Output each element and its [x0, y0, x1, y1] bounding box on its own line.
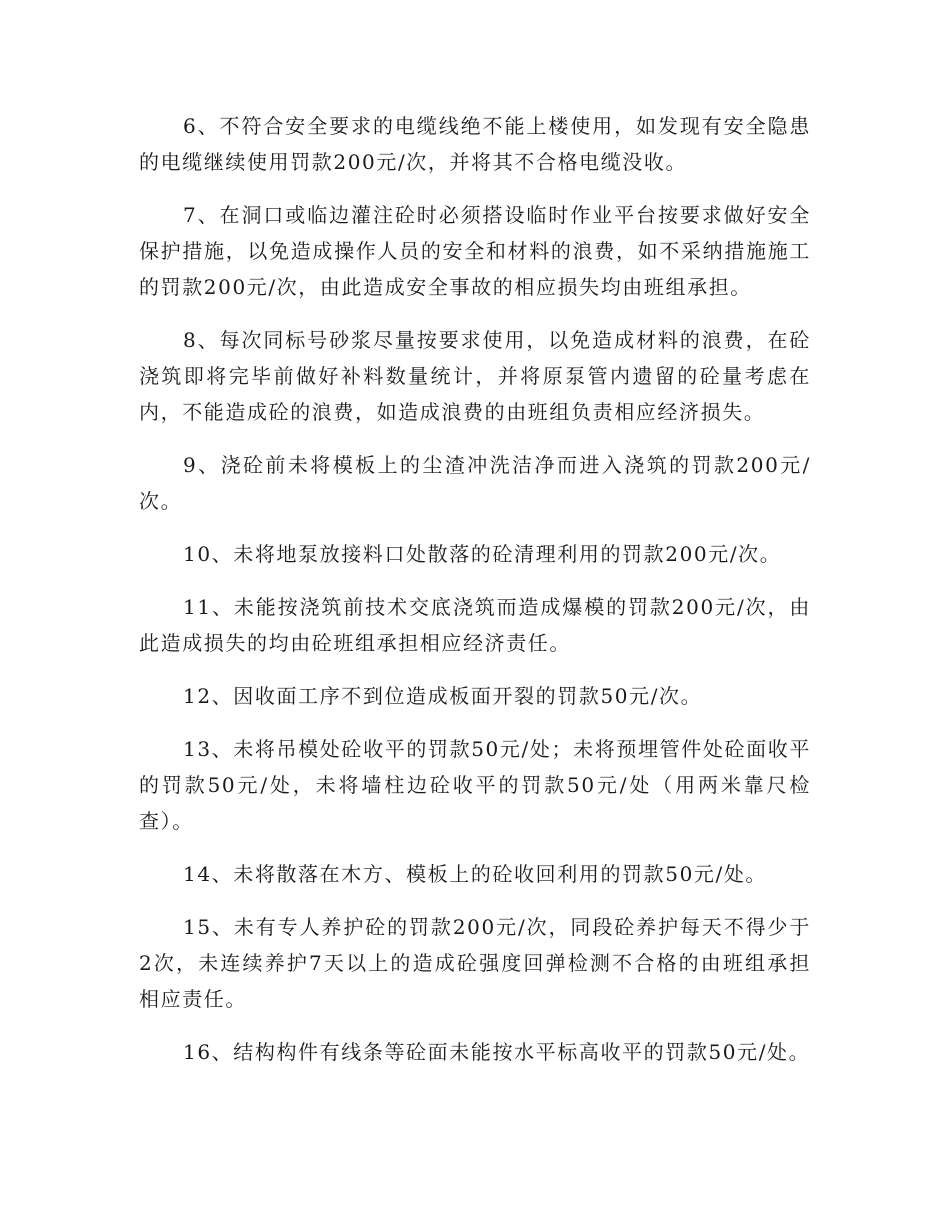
paragraph-item-10: 10、未将地泵放接料口处散落的砼清理利用的罚款200元/次。: [183, 542, 782, 566]
paragraph-item-14: 14、未将散落在木方、模板上的砼收回利用的罚款50元/处。: [183, 862, 768, 886]
paragraph-item-7: 7、在洞口或临边灌注砼时必须搭设临时作业平台按要求做好安全保护措施，以免造成操作人员的安全和材料的浪费，如不采纳措施施工的罚款200元/次，由此造成安全事故的相应损失均由班组承担。: [139, 203, 811, 299]
document-body: [139, 108, 811, 1070]
paragraph-item-11: 11、未能按浇筑前技术交底浇筑而造成爆模的罚款200元/次，由此造成损失的均由砼班组承担相应经济责任。: [139, 595, 811, 655]
paragraph-item-16: 16、结构构件有线条等砼面未能按水平标高收平的罚款50元/处。: [183, 1040, 811, 1064]
paragraph-item-13: 13、未将吊模处砼收平的罚款50元/处；未将预埋管件处砼面收平的罚款50元/处，未将墙柱边砼收平的罚款50元/处（用两米靠尺检查）。: [139, 737, 811, 833]
paragraph-item-6: 6、不符合安全要求的电缆线绝不能上楼使用，如发现有安全隐患的电缆继续使用罚款200元/次，并将其不合格电缆没收。: [139, 114, 811, 174]
paragraph-item-9: 9、浇砼前未将模板上的尘渣冲洗洁净而进入浇筑的罚款200元/次。: [139, 453, 811, 513]
paragraph-item-15: 15、未有专人养护砼的罚款200元/次，同段砼养护每天不得少于2次，未连续养护7天以上的造成砼强度回弹检测不合格的由班组承担相应责任。: [139, 915, 811, 1011]
paragraph-item-8: 8、每次同标号砂浆尽量按要求使用，以免造成材料的浪费，在砼浇筑即将完毕前做好补料数量统计，并将原泵管内遗留的砼量考虑在内，不能造成砼的浪费，如造成浪费的由班组负责相应经济损失。: [139, 328, 811, 424]
paragraph-item-12: 12、因收面工序不到位造成板面开裂的罚款50元/次。: [183, 684, 703, 708]
